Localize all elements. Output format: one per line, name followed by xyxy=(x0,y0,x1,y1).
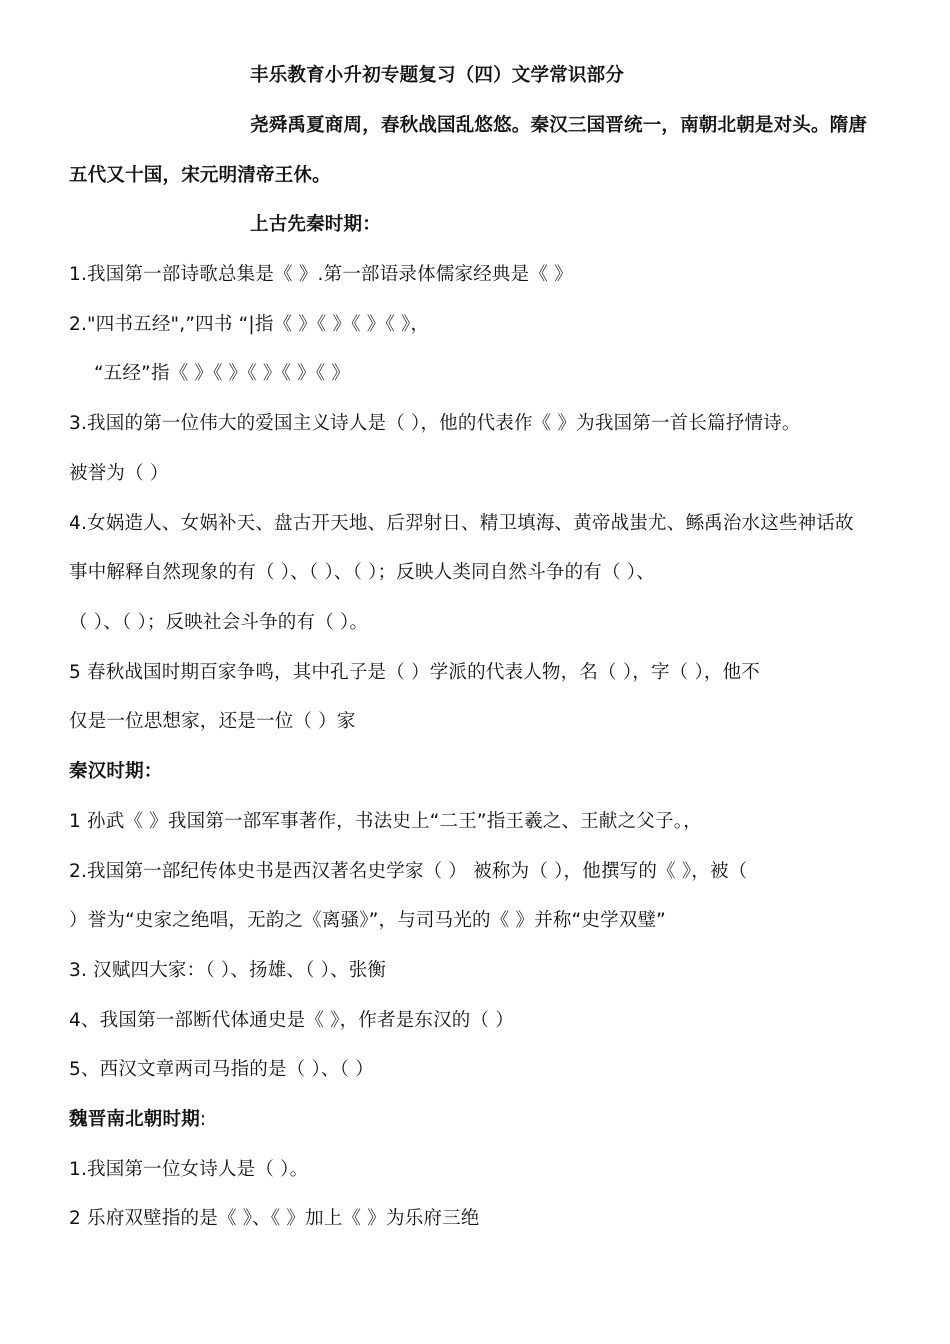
question-line: 2 乐府双壁指的是《 》、《 》加上《 》为乐府三绝 xyxy=(69,1208,480,1229)
section-heading-pre-qin: 上古先秦时期： xyxy=(250,214,381,235)
section-heading-suffix: : xyxy=(199,1109,207,1130)
question-line: 2."四书五经",”四书 “|指《 》《 》《 》《 》， xyxy=(69,314,430,335)
dynasty-rhyme-line-1: 尧舜禹夏商周，春秋战国乱悠悠。秦汉三国晋统一，南朝北朝是对头。隋唐 xyxy=(250,115,868,136)
question-line: 4.女娲造人、女娲补天、盘古开天地、后羿射日、精卫填海、黄帝战蚩尤、鲧禹治水这些神话故 xyxy=(69,513,854,534)
question-line: 1.我国第一位女诗人是（ ）。 xyxy=(69,1159,309,1180)
question-line: 4、我国第一部断代体通史是《 》，作者是东汉的（ ） xyxy=(69,1010,514,1031)
question-line: （ ）、（ ）；反映社会斗争的有（ ）。 xyxy=(69,612,369,633)
question-line: ）誉为“史家之绝唱，无韵之《离骚》”，与司马光的《 》并称“史学双璧” xyxy=(69,910,666,931)
section-heading-wei-jin xyxy=(69,1108,206,1132)
section-heading-qin-han: 秦汉时期： xyxy=(69,761,163,782)
question-line: “五经”指《 》《 》《 》《 》《 》 xyxy=(94,363,351,384)
dynasty-rhyme-line-2: 五代又十国，宋元明清帝王休。 xyxy=(69,165,331,186)
question-line: 被誉为（ ） xyxy=(69,463,169,484)
question-line: 3. 汉赋四大家：（ ）、扬雄、（ ）、张衡 xyxy=(69,960,387,981)
question-line: 1.我国第一部诗歌总集是《 》.第一部语录体儒家经典是《 》 xyxy=(69,264,573,285)
question-line: 5、西汉文章两司马指的是（ ）、（ ） xyxy=(69,1059,374,1080)
question-line: 仅是一位思想家，还是一位（ ）家 xyxy=(69,711,356,732)
question-line: 2.我国第一部纪传体史书是西汉著名史学家（ ） 被称为（ ），他撰写的《 》，被（ xyxy=(69,861,748,882)
page-title: 丰乐教育小升初专题复习（四）文学常识部分 xyxy=(250,65,625,86)
section-heading-text: 魏晋南北朝时期 xyxy=(69,1109,200,1130)
question-line: 5 春秋战国时期百家争鸣，其中孔子是（ ）学派的代表人物，名（ ），字（ ），他不 xyxy=(69,662,760,683)
question-line: 3.我国的第一位伟大的爱国主义诗人是（ ），他的代表作《 》为我国第一首长篇抒情诗。 xyxy=(69,413,801,434)
question-line: 事中解释自然现象的有（ ）、（ ）、（ ）；反映人类同自然斗争的有（ ）、 xyxy=(69,562,655,583)
question-line: 1 孙武《 》我国第一部军事著作，书法史上“二王”指王羲之、王献之父子。， xyxy=(69,811,702,832)
